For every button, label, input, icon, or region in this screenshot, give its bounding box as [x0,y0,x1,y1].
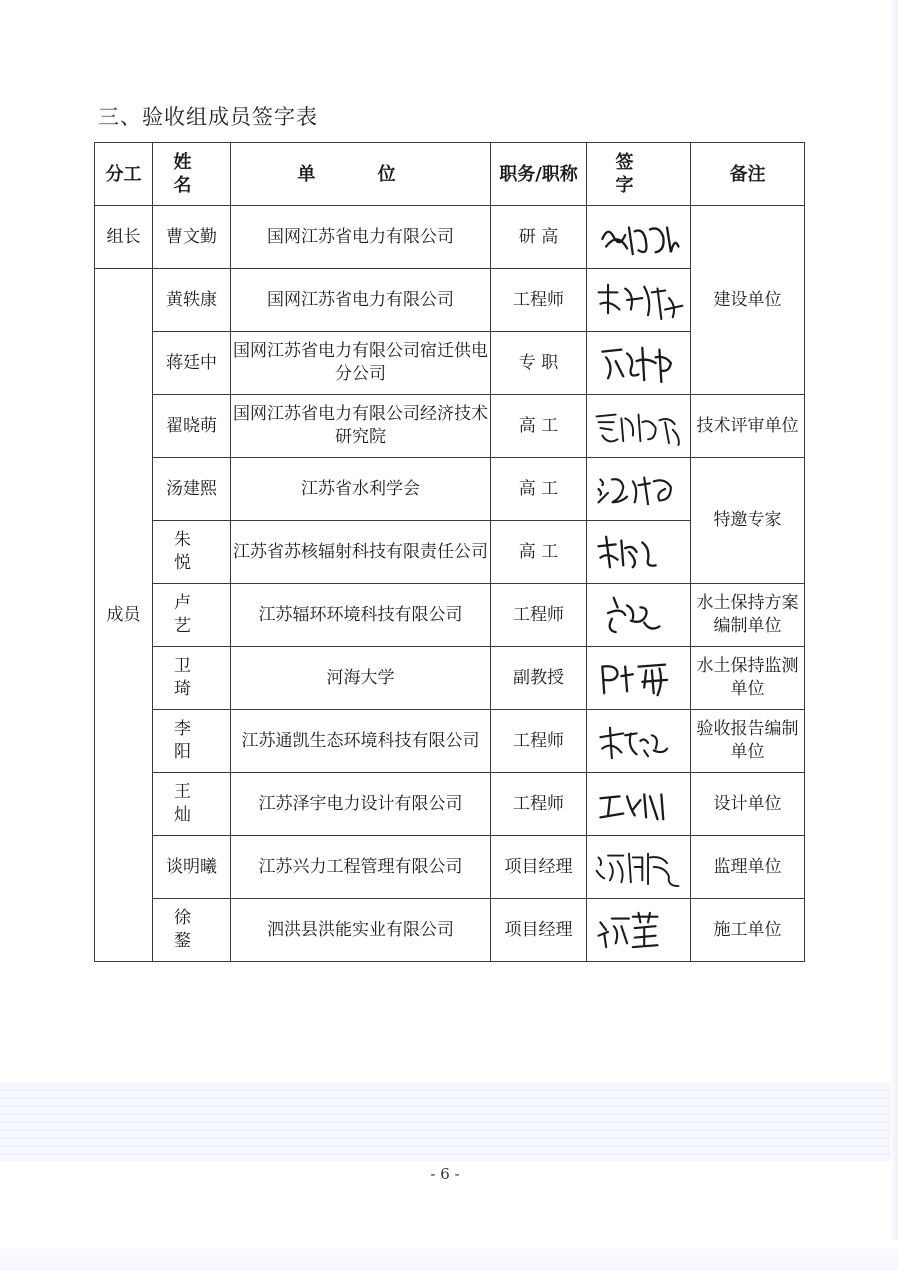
member-name: 曹文勤 [153,206,231,269]
table-row [95,836,805,899]
member-title: 项目经理 [491,899,587,962]
remark-tech-review-unit: 技术评审单位 [691,395,805,458]
handwritten-signature [589,459,688,519]
svg-text:谈明曦: 谈明曦 [590,893,594,895]
member-unit: 国网江苏省电力有限公司宿迁供电分公司 [231,332,491,395]
member-name: 汤建熙 [153,458,231,521]
member-unit: 江苏通凯生态环境科技有限公司 [231,710,491,773]
signature-cell [587,521,691,584]
remark-construction-contractor: 施工单位 [691,899,805,962]
header-remark: 备注 [691,143,805,206]
svg-text:王灿: 王灿 [590,830,593,832]
handwritten-signature [589,837,688,897]
scan-band [0,1083,890,1161]
handwritten-signature [589,711,688,771]
remark-invited-expert: 特邀专家 [691,458,805,584]
member-unit: 江苏泽宇电力设计有限公司 [231,773,491,836]
signature-cell [587,332,691,395]
member-title: 工程师 [491,773,587,836]
member-name: 李 阳 [153,710,231,773]
member-unit: 国网江苏省电力有限公司 [231,269,491,332]
page-edge [890,0,898,1270]
signature-cell [587,458,691,521]
member-name: 翟晓萌 [153,395,231,458]
remark-soil-plan-unit: 水土保持方案编制单位 [691,584,805,647]
section-title: 三、验收组成员签字表 [98,105,318,129]
handwritten-signature [589,585,688,645]
role-members: 成员 [95,269,153,962]
member-name: 朱 悦 [153,521,231,584]
signature-cell [587,269,691,332]
member-title: 高 工 [491,395,587,458]
signature-cell [587,710,691,773]
header-row [95,143,805,206]
member-unit: 河海大学 [231,647,491,710]
member-title: 工程师 [491,584,587,647]
header-name: 姓 名 [153,143,231,206]
signature-cell [587,206,691,269]
signature-cell [587,584,691,647]
signature-cell [587,647,691,710]
handwritten-signature [589,774,688,834]
header-signature: 签 字 [587,143,691,206]
remark-acceptance-report-unit: 验收报告编制单位 [691,710,805,773]
handwritten-signature [589,522,688,582]
member-title: 副教授 [491,647,587,710]
svg-text:曹文勤: 曹文勤 [590,263,594,265]
handwritten-signature [589,900,688,960]
member-unit: 江苏兴力工程管理有限公司 [231,836,491,899]
signature-cell [587,773,691,836]
table-row [95,206,805,269]
member-unit: 国网江苏省电力有限公司经济技术研究院 [231,395,491,458]
member-unit: 江苏省苏核辐射科技有限责任公司 [231,521,491,584]
signature-cell [587,395,691,458]
svg-text:卢艺: 卢艺 [590,641,593,643]
member-title: 高 工 [491,458,587,521]
handwritten-signature [589,648,688,708]
member-title: 高 工 [491,521,587,584]
header-unit: 单 位 [231,143,491,206]
member-name: 谈明曦 [153,836,231,899]
signature-cell [587,899,691,962]
header-title: 职务/职称 [491,143,587,206]
member-unit: 江苏省水利学会 [231,458,491,521]
table-row [95,899,805,962]
scan-bottom-shade [0,1240,898,1270]
table-row [95,458,805,521]
signature-cell [587,836,691,899]
signature-table [94,142,805,962]
member-title: 项目经理 [491,836,587,899]
member-unit: 国网江苏省电力有限公司 [231,206,491,269]
member-name: 蒋廷中 [153,332,231,395]
member-name: 黄轶康 [153,269,231,332]
role-leader: 组长 [95,206,153,269]
member-name: 徐 鍪 [153,899,231,962]
handwritten-signature [589,396,688,456]
svg-text:李阳: 李阳 [590,767,593,769]
table-row [95,395,805,458]
table-row [95,584,805,647]
remark-soil-monitor-unit: 水土保持监测单位 [691,647,805,710]
table-row [95,710,805,773]
svg-text:蒋廷中: 蒋廷中 [590,389,594,391]
member-unit: 泗洪县洪能实业有限公司 [231,899,491,962]
table-row [95,773,805,836]
table-row [95,647,805,710]
svg-text:翟晓萌: 翟晓萌 [590,452,594,454]
member-title: 专 职 [491,332,587,395]
member-name: 卢 艺 [153,584,231,647]
member-title: 工程师 [491,269,587,332]
handwritten-signature [589,207,688,267]
svg-text:朱悦: 朱悦 [590,578,593,580]
svg-text:黄轶康: 黄轶康 [590,326,594,328]
handwritten-signature [589,270,688,330]
svg-text:徐鍪: 徐鍪 [590,956,593,958]
member-unit: 江苏辐环环境科技有限公司 [231,584,491,647]
member-title: 研 高 [491,206,587,269]
svg-text:卫琦: 卫琦 [590,704,593,706]
remark-supervision-unit: 监理单位 [691,836,805,899]
remark-design-unit: 设计单位 [691,773,805,836]
member-title: 工程师 [491,710,587,773]
handwritten-signature [589,333,688,393]
svg-text:汤建熙: 汤建熙 [590,515,594,517]
remark-construction-unit: 建设单位 [691,206,805,395]
header-role: 分工 [95,143,153,206]
member-name: 卫 琦 [153,647,231,710]
member-name: 王 灿 [153,773,231,836]
page-number: - 6 - [430,1165,460,1183]
